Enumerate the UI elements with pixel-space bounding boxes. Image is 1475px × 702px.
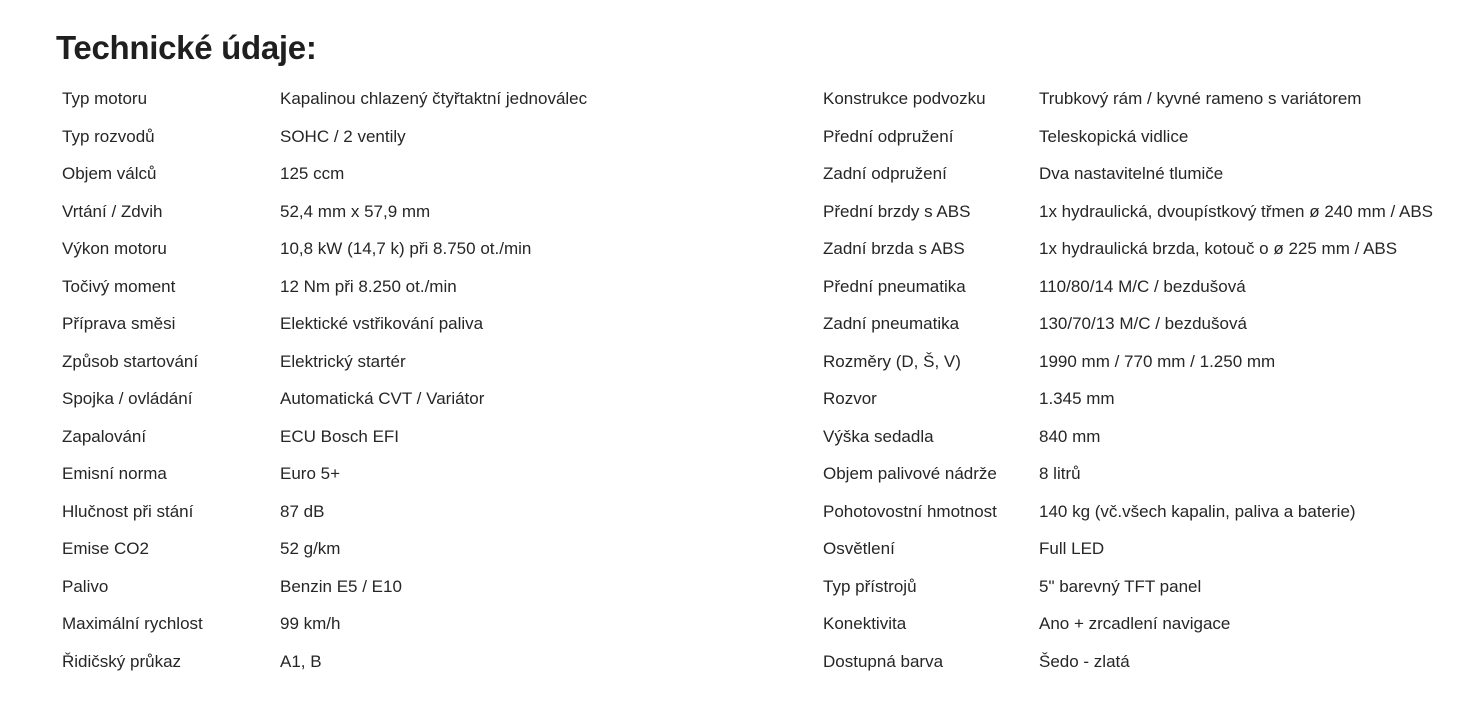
spec-label: Rozvor [823,389,877,408]
table-row [62,305,700,343]
spec-label: Emisní norma [62,464,167,483]
spec-value: 87 dB [280,501,325,521]
spec-label: Vrtání / Zdvih [62,201,163,221]
table-row [823,155,1459,193]
spec-value: SOHC / 2 ventily [280,126,406,146]
spec-value: 1.345 mm [1039,389,1115,408]
spec-value: Dva nastavitelné tlumiče [1039,164,1224,183]
spec-label: Typ přístrojů [823,576,917,596]
spec-value: Kapalinou chlazený čtyřtaktní jednoválec [280,89,588,108]
table-row [823,605,1459,643]
spec-value: 110/80/14 M/C / bezdušová [1039,276,1246,296]
table-row [62,80,700,118]
table-row [62,268,700,306]
spec-label: Typ rozvodů [62,126,155,146]
table-row [823,418,1459,456]
table-row [823,493,1459,531]
spec-label: Rozměry (D, Š, V) [823,351,961,371]
spec-table-engine [62,80,700,680]
table-row [62,155,700,193]
spec-value: 10,8 kW (14,7 k) při 8.750 ot./min [280,239,532,258]
spec-value: 130/70/13 M/C / bezdušová [1039,314,1247,333]
spec-label: Přední pneumatika [823,276,966,296]
spec-value: Euro 5+ [280,464,341,483]
spec-label: Točivý moment [62,276,176,296]
spec-value: 8 litrů [1039,464,1081,483]
table-row [823,568,1459,606]
spec-table-chassis [823,80,1459,680]
spec-value: Elektické vstřikování paliva [280,314,484,333]
table-row [823,118,1459,156]
table-row [62,343,700,381]
spec-label: Konstrukce podvozku [823,89,986,108]
table-row [823,230,1459,268]
spec-label: Zadní pneumatika [823,314,960,333]
spec-label: Zadní odpružení [823,164,947,183]
table-row [823,455,1459,493]
spec-value: 99 km/h [280,614,341,633]
table-row [823,193,1459,231]
table-row [62,455,700,493]
spec-value: 840 mm [1039,426,1101,446]
spec-label: Objem palivové nádrže [823,464,997,483]
table-row [823,380,1459,418]
spec-value: 1990 mm / 770 mm / 1.250 mm [1039,351,1276,371]
spec-value: 140 kg (vč.všech kapalin, paliva a baterie) [1039,501,1356,521]
table-row [823,268,1459,306]
spec-value: 125 ccm [280,164,345,183]
table-row [62,568,700,606]
spec-label: Zapalování [62,426,147,446]
table-row [62,380,700,418]
spec-label: Palivo [62,576,109,596]
spec-value: A1, B [280,651,322,671]
spec-label: Zadní brzda s ABS [823,239,965,258]
table-row [62,230,700,268]
spec-label: Osvětlení [823,539,895,558]
table-row [62,418,700,456]
spec-value: Elektrický startér [280,351,406,371]
table-row [62,530,700,568]
table-row [823,305,1459,343]
spec-value: 12 Nm při 8.250 ot./min [280,276,457,296]
spec-label: Spojka / ovládání [62,389,193,408]
spec-label: Konektivita [823,614,907,633]
spec-label: Typ motoru [62,89,148,108]
table-row [823,80,1459,118]
table-row [62,193,700,231]
spec-label: Způsob startování [62,351,199,371]
spec-value: ECU Bosch EFI [280,426,400,446]
spec-label: Maximální rychlost [62,614,203,633]
spec-label: Řidičský průkaz [62,651,182,671]
spec-value: 5" barevný TFT panel [1039,576,1202,596]
spec-value: Teleskopická vidlice [1039,126,1189,146]
spec-label: Emise CO2 [62,539,149,558]
spec-label: Pohotovostní hmotnost [823,501,997,521]
table-row [62,493,700,531]
spec-value: Automatická CVT / Variátor [280,389,485,408]
spec-label: Příprava směsi [62,314,176,333]
spec-label: Přední odpružení [823,126,954,146]
spec-label: Hlučnost při stání [62,501,194,521]
table-row [823,643,1459,681]
spec-value: Benzin E5 / E10 [280,576,402,596]
spec-value: Trubkový rám / kyvné rameno s variátorem [1039,89,1362,108]
spec-value: Ano + zrcadlení navigace [1039,614,1231,633]
spec-value: Šedo - zlatá [1039,651,1130,671]
spec-label: Výkon motoru [62,239,167,258]
spec-value: Full LED [1039,539,1105,558]
table-row [62,643,700,681]
spec-label: Přední brzdy s ABS [823,201,971,221]
spec-label: Výška sedadla [823,426,934,446]
spec-label: Dostupná barva [823,651,944,671]
table-row [62,118,700,156]
page-title: Technické údaje: [56,29,317,66]
table-row [62,605,700,643]
spec-value: 52,4 mm x 57,9 mm [280,201,431,221]
table-row [823,530,1459,568]
table-row [823,343,1459,381]
spec-value: 1x hydraulická brzda, kotouč o ø 225 mm / ABS [1039,239,1398,258]
spec-value: 52 g/km [280,539,341,558]
spec-label: Objem válců [62,164,157,183]
spec-value: 1x hydraulická, dvoupístkový třmen ø 240 mm / ABS [1039,201,1433,221]
